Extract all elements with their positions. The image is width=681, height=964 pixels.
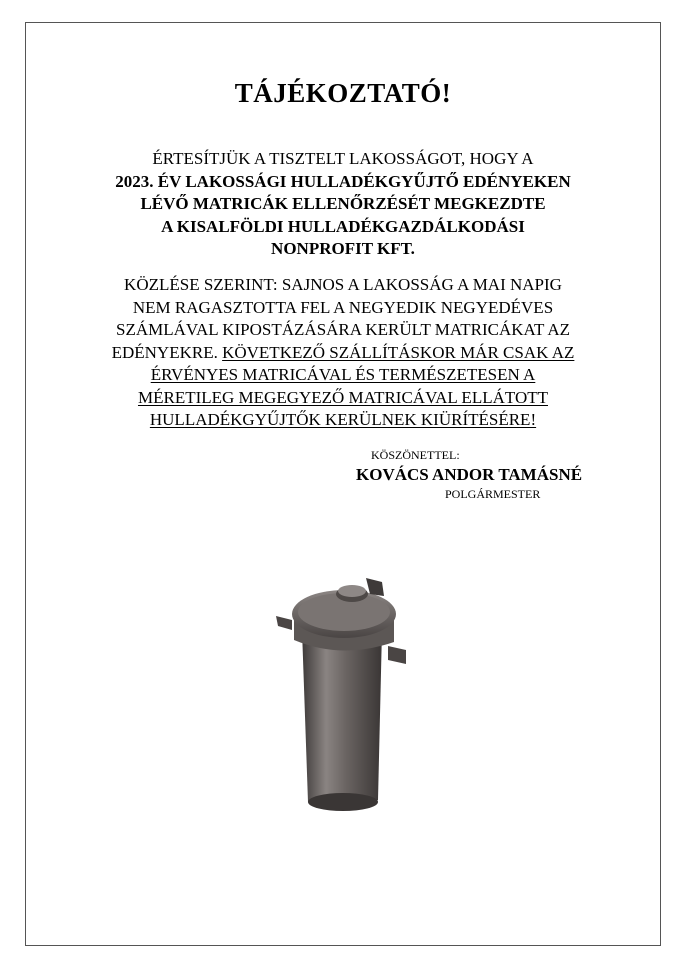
paragraph-2-line-3: SZÁMLÁVAL KIPOSTÁZÁSÁRA KERÜLT MATRICÁKAT AZ <box>115 320 571 339</box>
paragraph-1-line-2: 2023. ÉV LAKOSSÁGI HULLADÉKGYŰJTŐ EDÉNYEKEN <box>115 171 571 191</box>
paragraph-1-line-1: ÉRTESÍTJÜK A TISZTELT LAKOSSÁGOT, HOGY A <box>152 149 534 168</box>
paragraph-1-line-5: NONPROFIT KFT. <box>271 239 415 258</box>
paragraph-2-line-6-text: MÉRETILEG MEGEGYEZŐ MATRICÁVAL ELLÁTOTT <box>137 387 548 407</box>
closing-text: KÖSZÖNETTEL: <box>371 448 460 462</box>
paragraph-2-line-7 <box>25 409 661 432</box>
paragraph-2-line-4-plain: EDÉNYEKRE. <box>111 342 223 362</box>
signer-name: KOVÁCS ANDOR TAMÁSNÉ <box>356 465 583 484</box>
paragraph-2-line-2: NEM RAGASZTOTTA FEL A NEGYEDIK NEGYEDÉVES <box>132 297 554 317</box>
notice-paragraph-2 <box>25 274 661 432</box>
notice-title: TÁJÉKOZTATÓ! <box>234 78 452 108</box>
paragraph-2-line-7-text: HULLADÉKGYŰJTŐK KERÜLNEK KIÜRÍTÉSÉRE! <box>149 410 537 429</box>
paragraph-2-line-4 <box>25 342 661 365</box>
paragraph-2-line-4-underlined: KÖVETKEZŐ SZÁLLÍTÁSKOR MÁR CSAK AZ <box>222 342 575 362</box>
paragraph-2-line-1: KÖZLÉSE SZERINT: SAJNOS A LAKOSSÁG A MAI NAPIG <box>124 275 562 294</box>
signer-role: POLGÁRMESTER <box>445 487 541 501</box>
notice-paragraph-1 <box>25 148 661 261</box>
waste-bin-icon <box>270 568 415 818</box>
paragraph-2-line-6 <box>25 387 661 410</box>
paragraph-2-line-5: ÉRVÉNYES MATRICÁVAL ÉS TERMÉSZETESEN A <box>150 365 536 384</box>
paragraph-1-line-3: LÉVŐ MATRICÁK ELLENŐRZÉSÉT MEGKEZDTE <box>140 194 546 213</box>
paragraph-1-line-4: A KISALFÖLDI HULLADÉKGAZDÁLKODÁSI <box>161 216 525 236</box>
